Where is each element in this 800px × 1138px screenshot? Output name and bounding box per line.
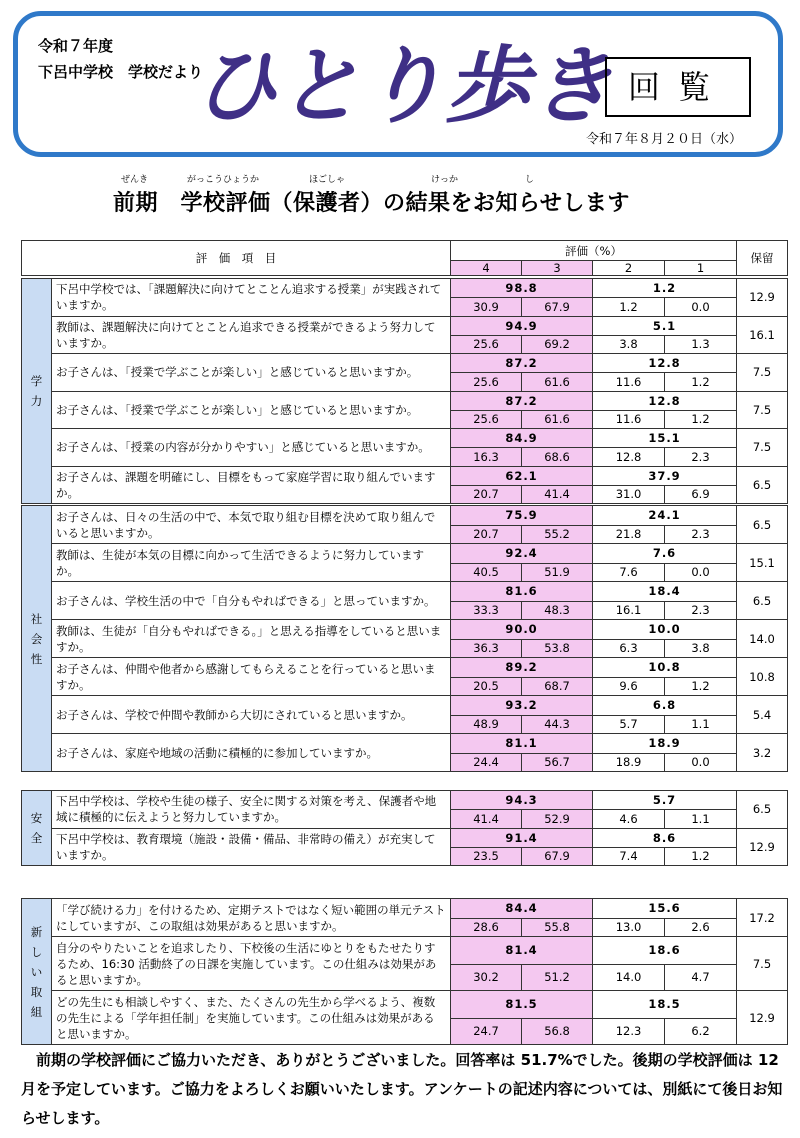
header-1: 1 bbox=[665, 261, 737, 276]
value-3: 51.2 bbox=[522, 964, 593, 990]
negative-total: 5.1 bbox=[593, 316, 737, 335]
positive-total: 87.2 bbox=[451, 391, 593, 410]
table-row bbox=[22, 828, 788, 847]
closing-message: 前期の学校評価にご協力いただき、ありがとうございました。回答率は 51.7%でした。後期の学校評価は 12 月を予定しています。ご協力をよろしくお願いいたします。アンケートの記述内容については、別紙にて後日お知らせします。 bbox=[21, 1051, 783, 1127]
question-text: お子さんは、仲間や他者から感謝してもらえることを行っていると思いますか。 bbox=[52, 658, 451, 696]
value-1: 2.6 bbox=[665, 918, 737, 936]
value-4: 33.3 bbox=[451, 601, 522, 619]
value-4: 30.9 bbox=[451, 298, 522, 316]
table-row bbox=[22, 620, 788, 640]
hold-value: 7.5 bbox=[737, 429, 788, 467]
value-3: 48.3 bbox=[522, 601, 593, 619]
section-table-0 bbox=[21, 278, 788, 504]
table-row bbox=[22, 658, 788, 678]
hold-value: 6.5 bbox=[737, 466, 788, 504]
table-row bbox=[22, 391, 788, 410]
value-2: 11.6 bbox=[593, 410, 665, 428]
value-4: 40.5 bbox=[451, 563, 522, 581]
positive-total: 84.4 bbox=[451, 899, 593, 919]
ruby-hogosha: ほごしゃ bbox=[309, 175, 346, 185]
value-4: 23.5 bbox=[451, 847, 522, 865]
fiscal-year: 令和７年度 bbox=[38, 37, 114, 55]
value-3: 51.9 bbox=[522, 563, 593, 581]
category-label bbox=[22, 791, 52, 866]
value-2: 13.0 bbox=[593, 918, 665, 936]
header-4: 4 bbox=[451, 261, 522, 276]
value-2: 11.6 bbox=[593, 373, 665, 391]
ruby-shi: し bbox=[525, 175, 535, 185]
negative-total: 37.9 bbox=[593, 466, 737, 485]
positive-total: 81.1 bbox=[451, 734, 593, 754]
table-row bbox=[22, 899, 788, 919]
negative-total: 24.1 bbox=[593, 506, 737, 526]
category-text: 安全 bbox=[30, 811, 43, 845]
negative-total: 10.0 bbox=[593, 620, 737, 640]
hold-value: 6.5 bbox=[737, 791, 788, 829]
positive-total: 87.2 bbox=[451, 354, 593, 373]
value-3: 56.7 bbox=[522, 753, 593, 771]
question-text: 下呂中学校は、学校や生徒の様子、安全に関する対策を考え、保護者や地域に積極的に伝えようと努力していますか。 bbox=[52, 791, 451, 829]
question-text: お子さんは、「授業の内容が分かりやすい」と感じていると思いますか。 bbox=[52, 429, 451, 467]
hold-value: 14.0 bbox=[737, 620, 788, 658]
value-2: 16.1 bbox=[593, 601, 665, 619]
value-4: 41.4 bbox=[451, 810, 522, 828]
hold-value: 7.5 bbox=[737, 937, 788, 991]
positive-total: 62.1 bbox=[451, 466, 593, 485]
header-item: 評 価 項 目 bbox=[22, 241, 451, 276]
hold-value: 10.8 bbox=[737, 658, 788, 696]
positive-total: 93.2 bbox=[451, 696, 593, 716]
negative-total: 1.2 bbox=[593, 279, 737, 298]
value-3: 53.8 bbox=[522, 639, 593, 657]
value-1: 0.0 bbox=[665, 563, 737, 581]
value-1: 2.3 bbox=[665, 601, 737, 619]
hold-value: 5.4 bbox=[737, 696, 788, 734]
negative-total: 5.7 bbox=[593, 791, 737, 810]
value-1: 1.1 bbox=[665, 810, 737, 828]
header-3: 3 bbox=[522, 261, 593, 276]
table-row bbox=[22, 696, 788, 716]
value-1: 1.1 bbox=[665, 715, 737, 733]
hold-value: 12.9 bbox=[737, 991, 788, 1045]
issue-date: 令和７年８月２０日（水） bbox=[586, 132, 743, 147]
question-text: 自分のやりたいことを追求したり、下校後の生活にゆとりをもたせたりするため、16:30 活動終了の日課を実施しています。この仕組みは効果があると思いますか。 bbox=[52, 937, 451, 991]
question-text: 下呂中学校では、「課題解決に向けてとことん追求する授業」が実践されていますか。 bbox=[52, 279, 451, 317]
section-table-2 bbox=[21, 790, 788, 866]
value-3: 61.6 bbox=[522, 373, 593, 391]
value-1: 6.2 bbox=[665, 1018, 737, 1044]
page-title: 前期 学校評価（保護者）の結果をお知らせします bbox=[113, 191, 630, 216]
value-1: 0.0 bbox=[665, 753, 737, 771]
table-row bbox=[22, 734, 788, 754]
value-1: 2.3 bbox=[665, 448, 737, 466]
positive-total: 98.8 bbox=[451, 279, 593, 298]
negative-total: 18.9 bbox=[593, 734, 737, 754]
table-row bbox=[22, 316, 788, 335]
value-1: 1.2 bbox=[665, 677, 737, 695]
question-text: 下呂中学校は、教育環境（施設・設備・備品、非常時の備え）が充実していますか。 bbox=[52, 828, 451, 866]
positive-total: 92.4 bbox=[451, 544, 593, 564]
value-1: 1.2 bbox=[665, 373, 737, 391]
value-3: 56.8 bbox=[522, 1018, 593, 1044]
negative-total: 12.8 bbox=[593, 391, 737, 410]
value-1: 6.9 bbox=[665, 485, 737, 503]
hold-value: 6.5 bbox=[737, 582, 788, 620]
table-row bbox=[22, 582, 788, 602]
hold-value: 17.2 bbox=[737, 899, 788, 937]
negative-total: 7.6 bbox=[593, 544, 737, 564]
value-1: 1.2 bbox=[665, 847, 737, 865]
hold-value: 6.5 bbox=[737, 506, 788, 544]
value-4: 25.6 bbox=[451, 410, 522, 428]
hold-value: 16.1 bbox=[737, 316, 788, 354]
negative-total: 18.5 bbox=[593, 991, 737, 1019]
question-text: 教師は、生徒が本気の目標に向かって生活できるように努力していますか。 bbox=[52, 544, 451, 582]
negative-total: 15.1 bbox=[593, 429, 737, 448]
section-table-3 bbox=[21, 898, 788, 1045]
value-2: 9.6 bbox=[593, 677, 665, 695]
ruby-gakkou: がっこうひょうか bbox=[187, 175, 260, 185]
question-text: 「学び続ける力」を付けるため、定期テストではなく短い範囲の単元テストにしていますが、この取組は効果があると思いますか。 bbox=[52, 899, 451, 937]
ruby-zenki: ぜんき bbox=[121, 175, 149, 185]
category-label bbox=[22, 899, 52, 1045]
hold-value: 7.5 bbox=[737, 391, 788, 429]
value-4: 24.4 bbox=[451, 753, 522, 771]
value-4: 25.6 bbox=[451, 373, 522, 391]
value-1: 4.7 bbox=[665, 964, 737, 990]
value-2: 7.4 bbox=[593, 847, 665, 865]
value-2: 18.9 bbox=[593, 753, 665, 771]
hold-value: 7.5 bbox=[737, 354, 788, 392]
positive-total: 81.5 bbox=[451, 991, 593, 1019]
question-text: お子さんは、課題を明確にし、目標をもって家庭学習に取り組んでいますか。 bbox=[52, 466, 451, 504]
value-4: 16.3 bbox=[451, 448, 522, 466]
page-heading bbox=[113, 172, 693, 217]
positive-total: 75.9 bbox=[451, 506, 593, 526]
negative-total: 12.8 bbox=[593, 354, 737, 373]
question-text: お子さんは、家庭や地域の活動に積極的に参加していますか。 bbox=[52, 734, 451, 772]
value-4: 48.9 bbox=[451, 715, 522, 733]
value-4: 24.7 bbox=[451, 1018, 522, 1044]
value-2: 12.8 bbox=[593, 448, 665, 466]
value-3: 67.9 bbox=[522, 847, 593, 865]
hold-value: 15.1 bbox=[737, 544, 788, 582]
category-text: 社会性 bbox=[30, 611, 43, 666]
table-row bbox=[22, 791, 788, 810]
question-text: お子さんは、学校で仲間や教師から大切にされていると思いますか。 bbox=[52, 696, 451, 734]
value-2: 3.8 bbox=[593, 335, 665, 353]
table-row bbox=[22, 506, 788, 526]
negative-total: 18.4 bbox=[593, 582, 737, 602]
header-hold: 保留 bbox=[737, 241, 788, 276]
value-3: 41.4 bbox=[522, 485, 593, 503]
value-4: 30.2 bbox=[451, 964, 522, 990]
value-2: 1.2 bbox=[593, 298, 665, 316]
table-row bbox=[22, 937, 788, 965]
positive-total: 94.3 bbox=[451, 791, 593, 810]
value-3: 68.6 bbox=[522, 448, 593, 466]
hold-value: 3.2 bbox=[737, 734, 788, 772]
question-text: お子さんは、「授業で学ぶことが楽しい」と感じていると思いますか。 bbox=[52, 391, 451, 429]
positive-total: 89.2 bbox=[451, 658, 593, 678]
positive-total: 81.6 bbox=[451, 582, 593, 602]
header-2: 2 bbox=[593, 261, 665, 276]
hold-value: 12.9 bbox=[737, 279, 788, 317]
newsletter-title-logo bbox=[192, 30, 614, 140]
question-text: お子さんは、日々の生活の中で、本気で取り組む目標を決めて取り組んでいると思いますか。 bbox=[52, 506, 451, 544]
category-text: 学力 bbox=[30, 374, 43, 408]
negative-total: 10.8 bbox=[593, 658, 737, 678]
table-row bbox=[22, 429, 788, 448]
negative-total: 8.6 bbox=[593, 828, 737, 847]
value-3: 61.6 bbox=[522, 410, 593, 428]
circulation-stamp: 回覧 bbox=[605, 57, 751, 117]
value-4: 20.5 bbox=[451, 677, 522, 695]
value-2: 14.0 bbox=[593, 964, 665, 990]
table-row bbox=[22, 466, 788, 485]
question-text: 教師は、課題解決に向けてとことん追求できる授業ができるよう努力していますか。 bbox=[52, 316, 451, 354]
value-2: 4.6 bbox=[593, 810, 665, 828]
table-row bbox=[22, 991, 788, 1019]
value-3: 69.2 bbox=[522, 335, 593, 353]
value-4: 28.6 bbox=[451, 918, 522, 936]
category-label bbox=[22, 506, 52, 772]
value-3: 52.9 bbox=[522, 810, 593, 828]
ruby-kekka: けっか bbox=[431, 175, 459, 185]
category-text: 新しい取組 bbox=[30, 924, 43, 1019]
value-4: 20.7 bbox=[451, 525, 522, 543]
value-2: 21.8 bbox=[593, 525, 665, 543]
negative-total: 15.6 bbox=[593, 899, 737, 919]
school-name: 下呂中学校 学校だより bbox=[38, 63, 204, 81]
value-3: 55.8 bbox=[522, 918, 593, 936]
value-3: 67.9 bbox=[522, 298, 593, 316]
negative-total: 18.6 bbox=[593, 937, 737, 965]
positive-total: 91.4 bbox=[451, 828, 593, 847]
value-4: 36.3 bbox=[451, 639, 522, 657]
category-label bbox=[22, 279, 52, 504]
value-3: 68.7 bbox=[522, 677, 593, 695]
question-text: 教師は、生徒が「自分もやればできる。」と思える指導をしていると思いますか。 bbox=[52, 620, 451, 658]
question-text: どの先生にも相談しやすく、また、たくさんの先生から学べるよう、複数の先生による「学年担任制」を実施しています。この仕組みは効果があると思いますか。 bbox=[52, 991, 451, 1045]
positive-total: 90.0 bbox=[451, 620, 593, 640]
value-2: 6.3 bbox=[593, 639, 665, 657]
value-3: 55.2 bbox=[522, 525, 593, 543]
table-row bbox=[22, 354, 788, 373]
question-text: お子さんは、「授業で学ぶことが楽しい」と感じていると思いますか。 bbox=[52, 354, 451, 392]
value-4: 25.6 bbox=[451, 335, 522, 353]
newsletter-title: ひとり歩き bbox=[192, 36, 614, 135]
value-3: 44.3 bbox=[522, 715, 593, 733]
positive-total: 94.9 bbox=[451, 316, 593, 335]
value-2: 5.7 bbox=[593, 715, 665, 733]
value-4: 20.7 bbox=[451, 485, 522, 503]
positive-total: 84.9 bbox=[451, 429, 593, 448]
value-1: 2.3 bbox=[665, 525, 737, 543]
value-1: 0.0 bbox=[665, 298, 737, 316]
value-2: 7.6 bbox=[593, 563, 665, 581]
value-1: 3.8 bbox=[665, 639, 737, 657]
negative-total: 6.8 bbox=[593, 696, 737, 716]
value-2: 12.3 bbox=[593, 1018, 665, 1044]
question-text: お子さんは、学校生活の中で「自分もやればできる」と思っていますか。 bbox=[52, 582, 451, 620]
table-row bbox=[22, 279, 788, 298]
value-2: 31.0 bbox=[593, 485, 665, 503]
hold-value: 12.9 bbox=[737, 828, 788, 866]
table-row bbox=[22, 544, 788, 564]
table-header bbox=[21, 240, 788, 276]
value-1: 1.2 bbox=[665, 410, 737, 428]
section-table-1 bbox=[21, 505, 788, 772]
positive-total: 81.4 bbox=[451, 937, 593, 965]
value-1: 1.3 bbox=[665, 335, 737, 353]
header-rating: 評価（%） bbox=[451, 241, 737, 261]
